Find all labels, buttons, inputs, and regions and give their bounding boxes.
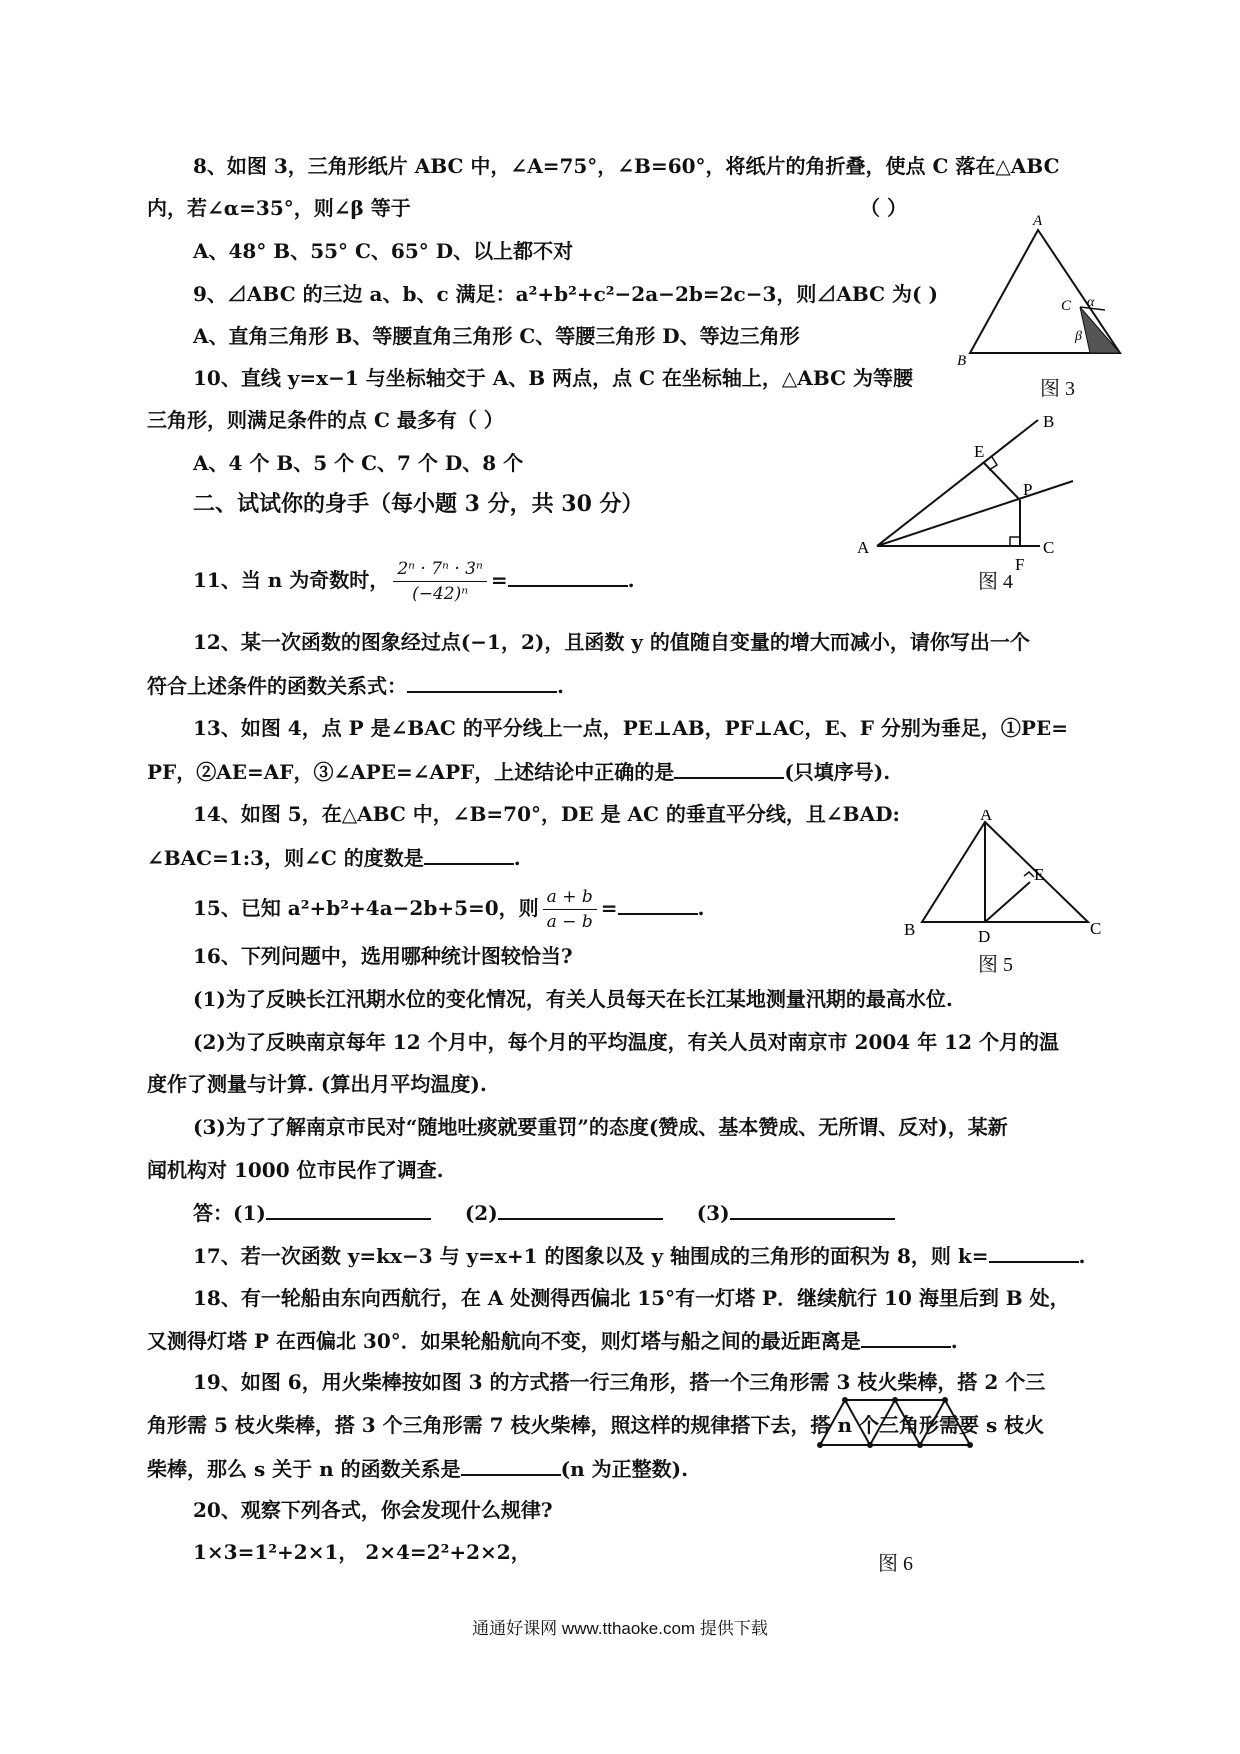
fig4-label-p: P xyxy=(1023,480,1033,499)
fig4-bisector xyxy=(877,481,1073,546)
fig4-right-angle-f xyxy=(1010,537,1020,546)
q15-equals: = xyxy=(600,896,618,920)
q8-answer-paren: （ ） xyxy=(860,196,907,220)
fig6-zigzag xyxy=(820,1400,970,1445)
q17-answer-blank[interactable] xyxy=(989,1241,1079,1263)
fig4-segment-pe xyxy=(984,463,1020,500)
q11-prefix: 11、当 n 为奇数时， xyxy=(193,568,390,592)
q11-numerator: 2ⁿ · 7ⁿ · 3ⁿ xyxy=(393,557,487,582)
q12-line1: 12、某一次函数的图象经过点(−1，2)，且函数 y 的值随自变量的增大而减小，请你写出一个 xyxy=(193,630,1030,654)
fig5-caption: 图 5 xyxy=(978,954,1013,976)
q16-part2-line2: 度作了测量与计算. (算出月平均温度). xyxy=(147,1072,487,1096)
q11-equals: = xyxy=(490,568,508,592)
q12-end: . xyxy=(557,674,564,698)
q17-end: . xyxy=(1078,1244,1086,1268)
fig3-label-b: B xyxy=(957,353,967,369)
q10-options: A、4 个 B、5 个 C、7 个 D、8 个 xyxy=(193,451,524,475)
q15-fraction xyxy=(543,885,597,934)
q11-denominator: (−42)ⁿ xyxy=(412,584,469,604)
fig4-label-e: E xyxy=(974,442,985,461)
section-heading: 二、试试你的身手（每小题 3 分，共 30 分） xyxy=(193,491,644,517)
q9-options: A、直角三角形 B、等腰直角三角形 C、等腰三角形 D、等边三角形 xyxy=(193,324,800,348)
q16-answer-blank-3[interactable] xyxy=(730,1198,895,1220)
q16-part3-line1: (3)为了了解南京市民对“随地吐痰就要重罚”的态度(赞成、基本赞成、无所谓、反对)，某新 xyxy=(193,1115,1008,1139)
q11-fraction xyxy=(393,557,487,606)
figure-6 xyxy=(815,1380,985,1470)
q8-line1: 8、如图 3，三角形纸片 ABC 中，∠A=75°，∠B=60°，将纸片的角折叠，使点 C 落在△ABC xyxy=(193,154,1060,178)
q19-line1: 19、如图 6，用火柴棒按如图 3 的方式搭一行三角形，搭一个三角形需 3 枝火柴棒，搭 2 个三 xyxy=(193,1370,1046,1394)
q13-line2-text: PF，②AE=AF，③∠APE=∠APF，上述结论中正确的是 xyxy=(147,760,675,784)
q16-part1: (1)为了反映长江汛期水位的变化情况，有关人员每天在长江某地测量汛期的最高水位. xyxy=(193,987,953,1011)
q19-line2: 角形需 5 枝火柴棒，搭 3 个三角形需 7 枝火柴棒，照这样的规律搭下去，搭 n 个三角形需要 s 枝火 xyxy=(147,1413,1045,1437)
q11-answer-blank[interactable] xyxy=(508,565,628,587)
fig5-label-c: C xyxy=(1090,919,1102,938)
q16-answer-blank-1[interactable] xyxy=(266,1198,431,1220)
q15-numerator: a + b xyxy=(543,885,597,910)
q18-line2 xyxy=(147,1326,958,1355)
fig3-label-beta: β xyxy=(1075,329,1082,344)
q19-line3 xyxy=(147,1454,688,1483)
q11-end: . xyxy=(627,568,635,592)
q16-line1: 16、下列问题中，选用哪种统计图较恰当? xyxy=(193,944,573,968)
q19-answer-blank[interactable] xyxy=(461,1454,561,1476)
q19-line3-text: 柴棒，那么 s 关于 n 的函数关系是 xyxy=(147,1457,461,1481)
q8-options: A、48° B、55° C、65° D、以上都不对 xyxy=(193,239,574,263)
q15-denominator: a − b xyxy=(546,912,593,932)
q12-line2-text: 符合上述条件的函数关系式： xyxy=(147,674,407,698)
fig5-label-a: A xyxy=(980,810,993,824)
fig5-right-angle-e xyxy=(1024,872,1034,877)
q18-end: . xyxy=(950,1329,958,1353)
q9-line1: 9、⊿ABC 的三边 a、b、c 满足：a²+b²+c²−2a−2b=2c−3，则⊿ABC 为( ) xyxy=(193,282,938,306)
q14-line2-text: ∠BAC=1:3，则∠C 的度数是 xyxy=(147,846,424,870)
q14-end: . xyxy=(513,846,521,870)
q12-line2 xyxy=(147,671,564,700)
fig5-label-d: D xyxy=(978,927,991,946)
q18-line2-text: 又测得灯塔 P 在西偏北 30°．如果轮船航向不变，则灯塔与船之间的最近距离是 xyxy=(147,1329,861,1353)
q20-line2: 1×3=1²+2×1， 2×4=2²+2×2， xyxy=(193,1540,531,1564)
q10-line2: 三角形，则满足条件的点 C 最多有（ ） xyxy=(147,408,504,432)
q8-line2: 内，若∠α=35°，则∠β 等于 xyxy=(147,196,411,220)
q13-answer-blank[interactable] xyxy=(674,757,784,779)
q16-answer-blank-2[interactable] xyxy=(498,1198,663,1220)
q18-line1: 18、有一轮船由东向西航行，在 A 处测得西偏北 15°有一灯塔 P．继续航行 10 海里后到 B 处， xyxy=(193,1286,1070,1310)
fig5-label-b: B xyxy=(904,920,916,939)
q14-line2 xyxy=(147,843,521,872)
q14-answer-blank[interactable] xyxy=(424,843,514,865)
fig4-ray-ab xyxy=(877,420,1038,546)
q13-line2 xyxy=(147,757,890,786)
fig5-label-e: E xyxy=(1034,865,1045,884)
q16-answer-3-label: (3) xyxy=(696,1201,730,1225)
fig6-caption: 图 6 xyxy=(878,1553,913,1575)
q15-prefix: 15、已知 a²+b²+4a−2b+5=0，则 xyxy=(193,896,539,920)
q13-end: (只填序号). xyxy=(784,760,891,784)
figure-3 xyxy=(955,210,1155,395)
figure-5 xyxy=(900,810,1110,950)
fig4-label-b: B xyxy=(1043,412,1055,431)
q13-line1: 13、如图 4，点 P 是∠BAC 的平分线上一点，PE⊥AB，PF⊥AC，E、F 分别为垂足，①PE= xyxy=(193,716,1068,740)
q16-part2-line1: (2)为了反映南京每年 12 个月中，每个月的平均温度，有关人员对南京市 2004 年 12 个月的温 xyxy=(193,1030,1059,1054)
q17-text: 17、若一次函数 y=kx−3 与 y=x+1 的图象以及 y 轴围成的三角形的面积为 8，则 k= xyxy=(193,1244,989,1268)
q14-line1: 14、如图 5，在△ABC 中，∠B=70°，DE 是 AC 的垂直平分线，且∠BAD: xyxy=(193,802,900,826)
q16-answers xyxy=(193,1198,895,1227)
fig3-caption: 图 3 xyxy=(1040,378,1075,400)
q20-line1: 20、观察下列各式，你会发现什么规律? xyxy=(193,1498,553,1522)
fig4-label-c: C xyxy=(1043,538,1055,557)
fig5-segment-de xyxy=(985,882,1030,922)
fig3-label-alpha: α xyxy=(1087,295,1095,310)
fig4-caption: 图 4 xyxy=(978,571,1013,593)
q15 xyxy=(193,880,704,936)
fig3-label-a: A xyxy=(1033,213,1043,229)
q10-line1: 10、直线 y=x−1 与坐标轴交于 A、B 两点，点 C 在坐标轴上，△ABC 为等腰 xyxy=(193,366,913,390)
q19-end: (n 为正整数). xyxy=(560,1457,689,1481)
q16-answer-label: 答：(1) xyxy=(193,1201,266,1225)
fig6-joints xyxy=(817,1397,973,1448)
q18-answer-blank[interactable] xyxy=(861,1326,951,1348)
fig4-label-f: F xyxy=(1015,555,1025,574)
q15-end: . xyxy=(697,896,705,920)
fig4-label-a: A xyxy=(857,538,870,557)
q16-answer-2-label: (2) xyxy=(464,1201,498,1225)
q17 xyxy=(193,1241,1085,1270)
q11 xyxy=(193,552,635,608)
fig5-triangle xyxy=(922,822,1088,922)
q12-answer-blank[interactable] xyxy=(407,671,557,693)
figure-4 xyxy=(855,405,1115,575)
fig3-folded-corner xyxy=(1080,307,1120,353)
q15-answer-blank[interactable] xyxy=(618,893,698,915)
q16-part3-line2: 闻机构对 1000 位市民作了调查. xyxy=(147,1158,444,1182)
page-footer: 通通好课网 www.tthaoke.com 提供下载 xyxy=(472,1619,768,1638)
fig3-label-c: C xyxy=(1061,298,1072,314)
